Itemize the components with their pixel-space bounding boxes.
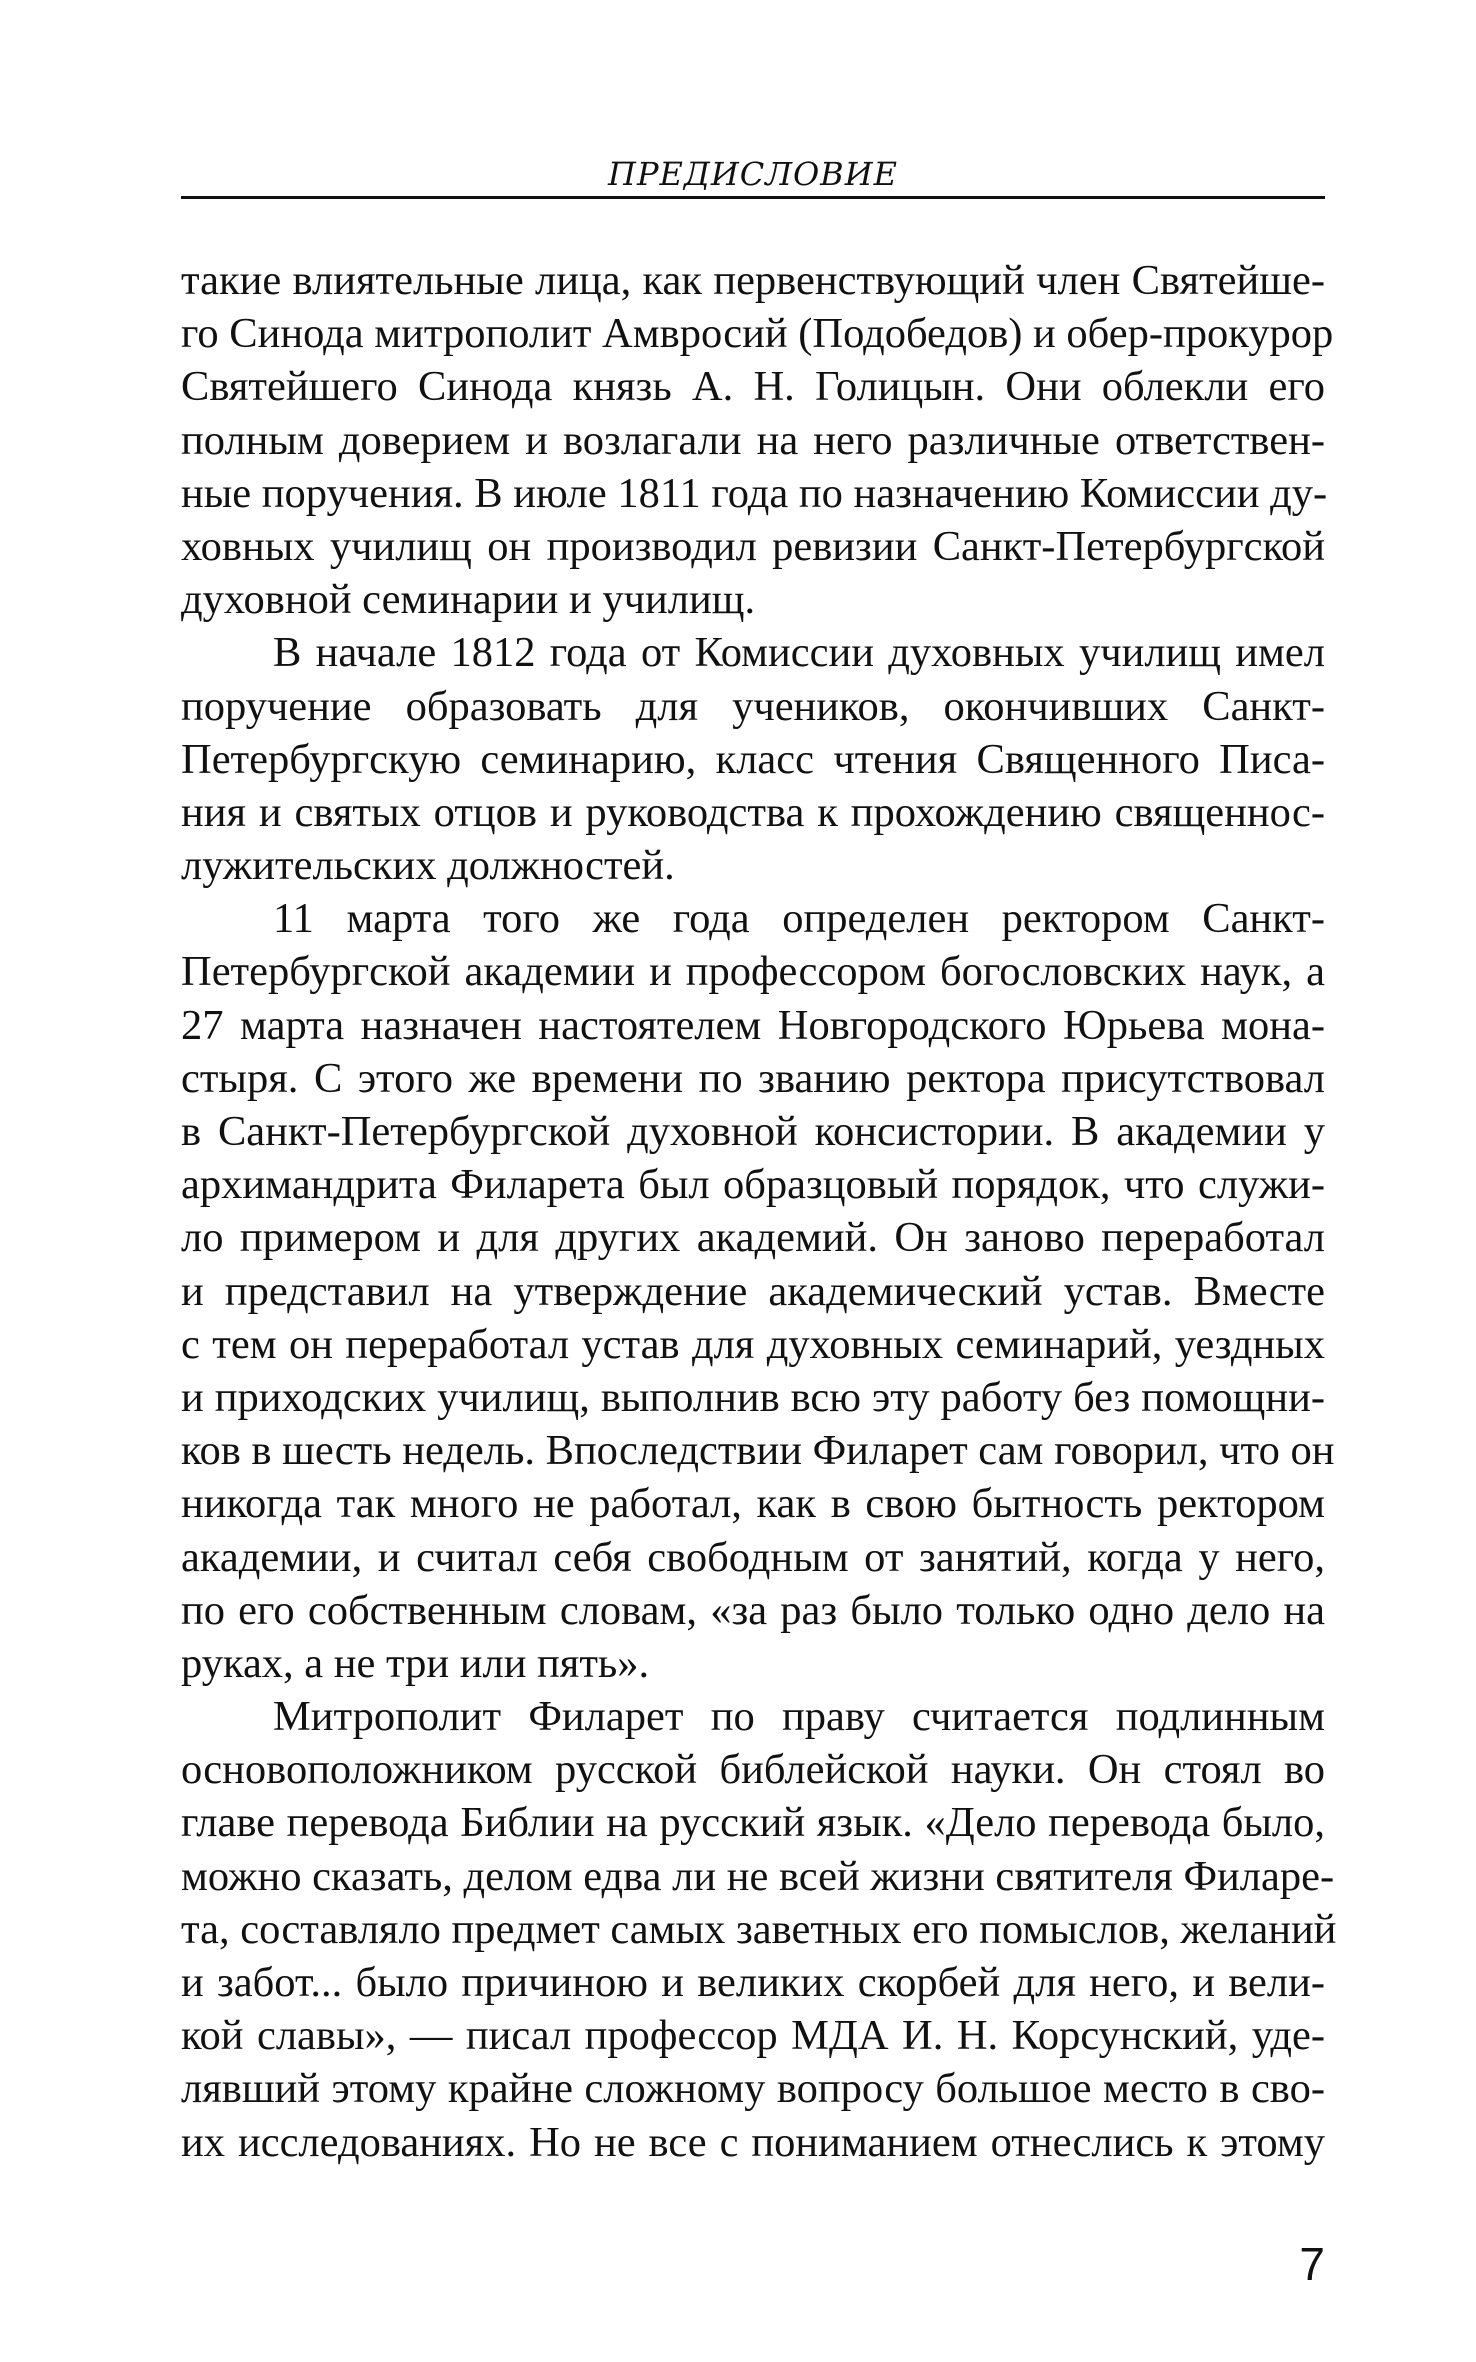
text-line: та, составляло предмет самых заветных его помыслов, желаний <box>181 1905 1337 1953</box>
text-line: полным доверием и возлагали на него различные ответствен- <box>181 416 1325 464</box>
running-head: ПРЕДИСЛОВИЕ <box>608 155 898 193</box>
text-line: их исследованиях. Но не все с пониманием отнеслись к этому <box>181 2118 1325 2166</box>
text-line: с тем он переработал устав для духовных семинарий, уездных <box>181 1320 1325 1368</box>
page-number: 7 <box>1299 2238 1325 2290</box>
text-line: го Синода митрополит Амвросий (Подобедов) и обер-прокурор <box>181 310 1334 358</box>
text-line: Митрополит Филарет по праву считается подлинным <box>273 1693 1325 1741</box>
text-line: Петербургской академии и профессором богословских наук, а <box>181 948 1325 996</box>
body-text <box>181 254 1337 2169</box>
text-line: руках, а не три или пять». <box>181 1639 650 1687</box>
text-line: архимандрита Филарета был образцовый порядок, что служи- <box>181 1161 1325 1209</box>
text-line: кой славы», — писал профессор МДА И. Н. Корсунский, уде- <box>181 2012 1325 2060</box>
text-line: В начале 1812 года от Комиссии духовных училищ имел <box>273 629 1325 677</box>
text-line: стыря. С этого же времени по званию ректора присутствовал <box>181 1054 1325 1102</box>
text-line: лужительских должностей. <box>181 842 675 890</box>
text-line: 11 марта того же года определен ректором Санкт- <box>273 895 1325 943</box>
text-line: ные поручения. В июле 1811 года по назначению Комиссии ду- <box>181 469 1328 517</box>
text-line: и приходских училищ, выполнив всю эту работу без помощни- <box>181 1373 1325 1421</box>
text-line: 27 марта назначен настоятелем Новгородского Юрьева мона- <box>181 1001 1325 1049</box>
text-line: Петербургскую семинарию, класс чтения Священного Писа- <box>181 735 1325 783</box>
text-line: можно сказать, делом едва ли не всей жизни святителя Филаре- <box>181 1852 1335 1900</box>
text-line: академии, и считал себя свободным от занятий, когда у него, <box>181 1533 1325 1581</box>
text-line: ло примером и для других академий. Он заново переработал <box>181 1214 1325 1262</box>
text-line: ния и святых отцов и руководства к прохождению священнос- <box>181 788 1325 836</box>
text-line: основоположником русской библейской науки. Он стоял во <box>181 1746 1325 1794</box>
header-rule <box>181 196 1325 199</box>
text-line: ков в шесть недель. Впоследствии Филарет сам говорил, что он <box>181 1427 1335 1475</box>
text-line: духовной семинарии и училищ. <box>181 576 756 624</box>
text-line: и представил на утверждение академический устав. Вместе <box>181 1267 1325 1315</box>
text-line: и забот... было причиною и великих скорбей для него, и вели- <box>181 1959 1325 2006</box>
text-line: в Санкт-Петербургской духовной консистории. В академии у <box>181 1108 1325 1155</box>
text-line: ховных училищ он производил ревизии Санкт-Петербургской <box>181 522 1325 570</box>
text-line: такие влиятельные лица, как первенствующий член Святейше- <box>181 257 1325 304</box>
text-line: поручение образовать для учеников, окончивших Санкт- <box>181 682 1325 730</box>
text-line: по его собственным словам, «за раз было только одно дело на <box>181 1586 1325 1634</box>
text-line: главе перевода Библии на русский язык. «Дело перевода было, <box>181 1799 1325 1847</box>
text-line: никогда так много не работал, как в свою бытность ректором <box>181 1480 1325 1528</box>
text-line: лявший этому крайне сложному вопросу большое место в сво- <box>181 2065 1325 2113</box>
text-line: Святейшего Синода князь А. Н. Голицын. Они облекли его <box>181 363 1325 411</box>
